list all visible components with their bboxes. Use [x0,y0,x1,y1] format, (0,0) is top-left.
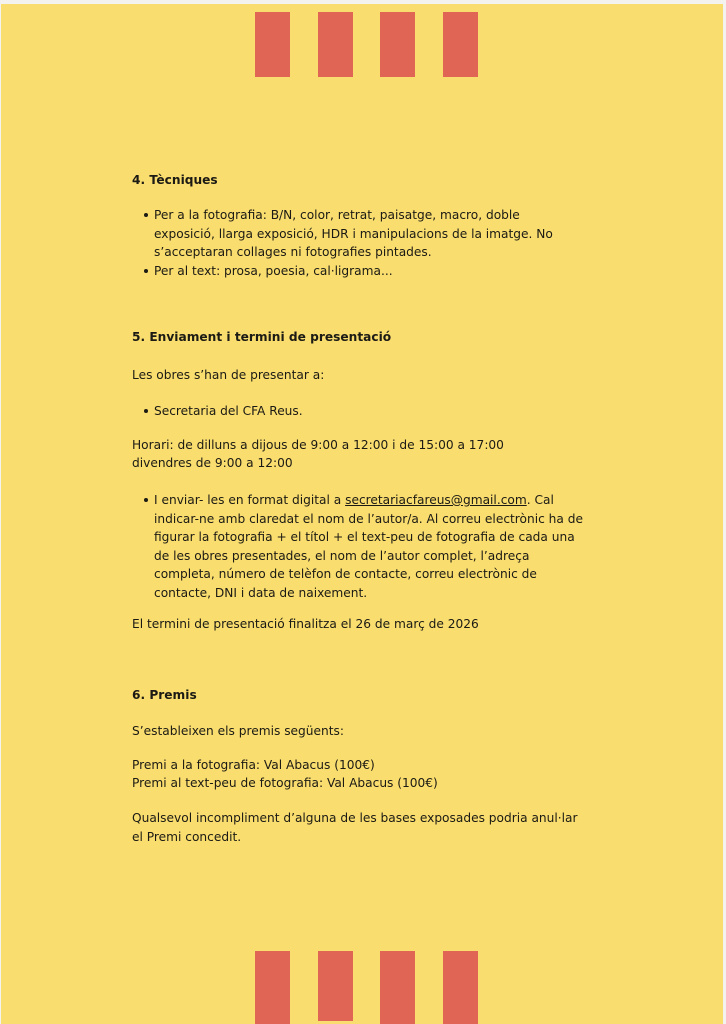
deadline-text: El termini de presentació finalitza el 26 de març de 2026 [132,617,479,631]
document-page [1,4,723,1024]
bullet-icon [144,498,148,502]
list-item [154,262,584,281]
schedule-line-1: Horari: de dilluns a dijous de 9:00 a 12:00 i de 15:00 a 17:00 [132,438,504,452]
bottom-stripe-2 [318,951,353,1021]
bullet-icon [144,409,148,413]
disqualification-note: Qualsevol incompliment d’alguna de les bases exposades podria anul·lar el Premi concedit. [132,811,578,844]
section-6-heading: 6. Premis [132,688,197,702]
list-item [154,491,584,602]
top-stripe-1 [255,12,290,77]
section-5-heading: 5. Enviament i termini de presentació [132,330,392,344]
submission-location: Secretaria del CFA Reus. [154,404,303,418]
bottom-stripe-1 [255,951,290,1024]
top-stripe-3 [380,12,415,77]
submission-intro: Les obres s’han de presentar a: [132,368,325,382]
top-stripe-4 [443,12,478,77]
email-link[interactable]: secretariacfareus@gmail.com [345,493,527,507]
list-item [154,402,584,421]
top-stripe-2 [318,12,353,77]
digital-submission-prefix: I enviar- les en format digital a [154,493,346,507]
techniques-text-text: Per al text: prosa, poesia, cal·ligrama... [154,264,393,278]
bottom-stripe-4 [443,951,478,1024]
schedule-line-2: divendres de 9:00 a 12:00 [132,456,293,470]
digital-submission-details: . Cal indicar-ne amb claredat el nom de l’autor/a. Al correu electrònic ha de figurar la fotografia + el títol + el text-peu de fotografia de cada una de les obres presentades, el nom de l’autor complet, l’adreça completa, número de telèfon de contacte, correu electrònic de contacte, DNI i data de naixement. [154,493,583,600]
prizes-intro: S’estableixen els premis següents: [132,724,344,738]
techniques-photo-text: Per a la fotografia: B/N, color, retrat, paisatge, macro, doble exposició, llarga exposició, HDR i manipulacions de la imatge. No s’acceptaran collages ni fotografies pintades. [154,208,553,259]
bottom-stripe-3 [380,951,415,1024]
section-4-heading: 4. Tècniques [132,173,218,187]
list-item [154,206,584,262]
prize-caption: Premi al text-peu de fotografia: Val Abacus (100€) [132,776,438,790]
prize-photo: Premi a la fotografia: Val Abacus (100€) [132,758,375,772]
bullet-icon [144,269,148,273]
bullet-icon [144,213,148,217]
